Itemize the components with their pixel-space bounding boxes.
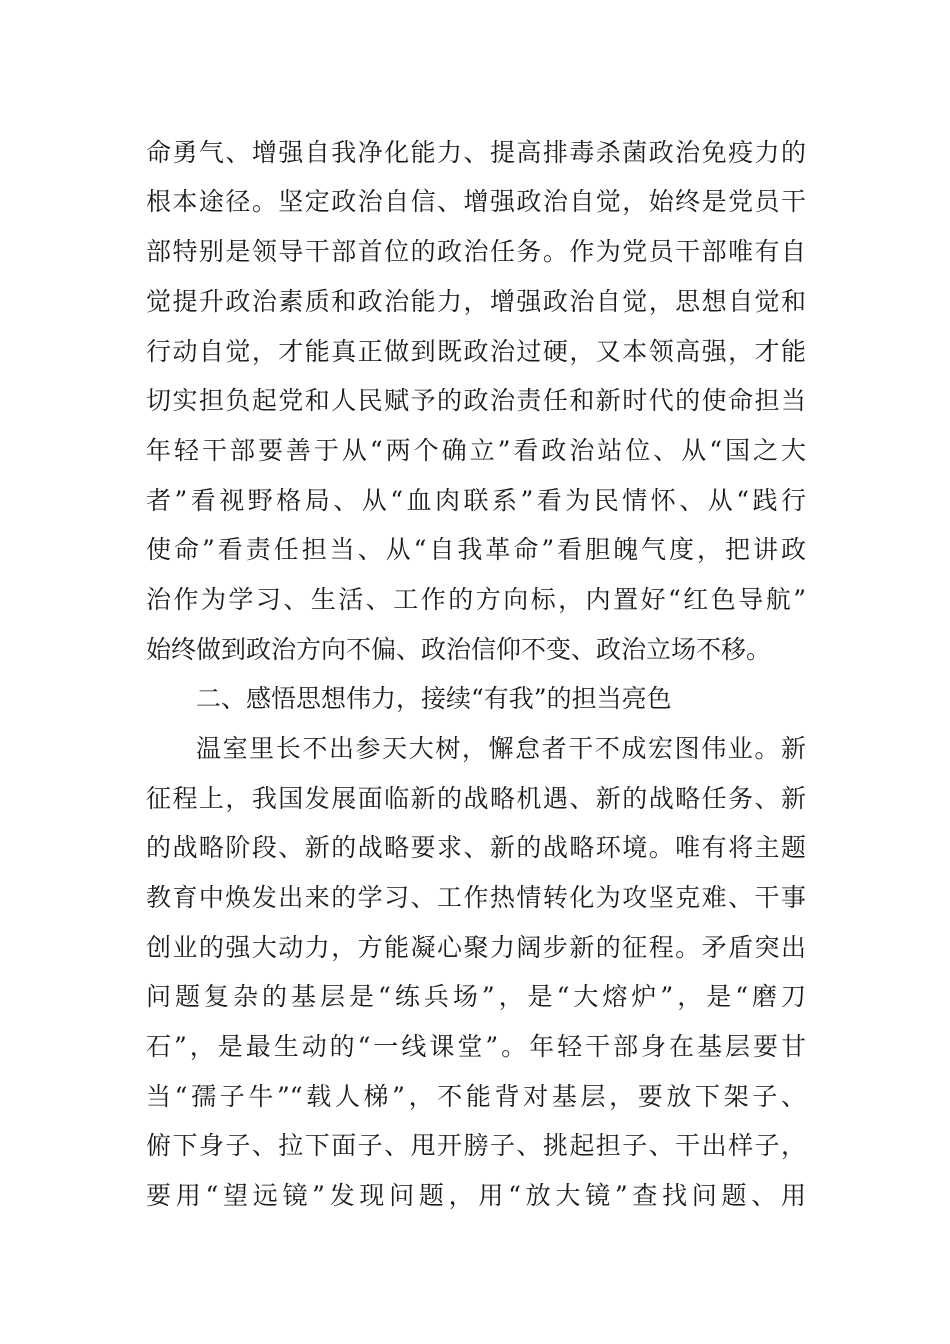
text-line: 当“孺子牛”“载人梯”，不能背对基层，要放下架子、 xyxy=(146,1082,806,1111)
text-line: 切实担负起党和人民赋予的政治责任和新时代的使命担当 xyxy=(146,386,806,415)
text-line: 问题复杂的基层是“练兵场”，是“大熔炉”，是“磨刀 xyxy=(146,982,806,1011)
text-line: 要用“望远镜”发现问题，用“放大镜”查找问题、用 xyxy=(146,1181,806,1210)
text-line: 觉提升政治素质和政治能力，增强政治自觉，思想自觉和 xyxy=(146,287,806,316)
text-line: 命勇气、增强自我净化能力、提高排毒杀菌政治免疫力的 xyxy=(146,138,806,167)
text-line: 的战略阶段、新的战略要求、新的战略环境。唯有将主题 xyxy=(146,833,806,862)
text-line: 治作为学习、生活、工作的方向标，内置好“红色导航” xyxy=(146,585,806,614)
text-line: 行动自觉，才能真正做到既政治过硬，又本领高强，才能 xyxy=(146,337,806,366)
text-line: 始终做到政治方向不偏、政治信仰不变、政治立场不移。 xyxy=(146,635,772,664)
text-line: 年轻干部要善于从“两个确立”看政治站位、从“国之大 xyxy=(146,436,806,465)
section-heading: 二、感悟思想伟力，接续“有我”的担当亮色 xyxy=(196,684,672,713)
text-line: 使命”看责任担当、从“自我革命”看胆魄气度，把讲政 xyxy=(146,535,806,564)
text-line: 俯下身子、拉下面子、甩开膀子、挑起担子、干出样子， xyxy=(146,1131,806,1160)
text-line: 部特别是领导干部首位的政治任务。作为党员干部唯有自 xyxy=(146,237,806,266)
text-line: 根本途径。坚定政治自信、增强政治自觉，始终是党员干 xyxy=(146,187,806,216)
text-line: 征程上，我国发展面临新的战略机遇、新的战略任务、新 xyxy=(146,784,806,813)
text-line: 石”，是最生动的“一线课堂”。年轻干部身在基层要甘 xyxy=(146,1032,806,1061)
text-line: 教育中焕发出来的学习、工作热情转化为攻坚克难、干事 xyxy=(146,883,806,912)
text-line: 创业的强大动力，方能凝心聚力阔步新的征程。矛盾突出 xyxy=(146,933,806,962)
text-line: 温室里长不出参天大树，懈怠者干不成宏图伟业。新 xyxy=(196,734,806,763)
text-line: 者”看视野格局、从“血肉联系”看为民情怀、从“践行 xyxy=(146,486,806,515)
